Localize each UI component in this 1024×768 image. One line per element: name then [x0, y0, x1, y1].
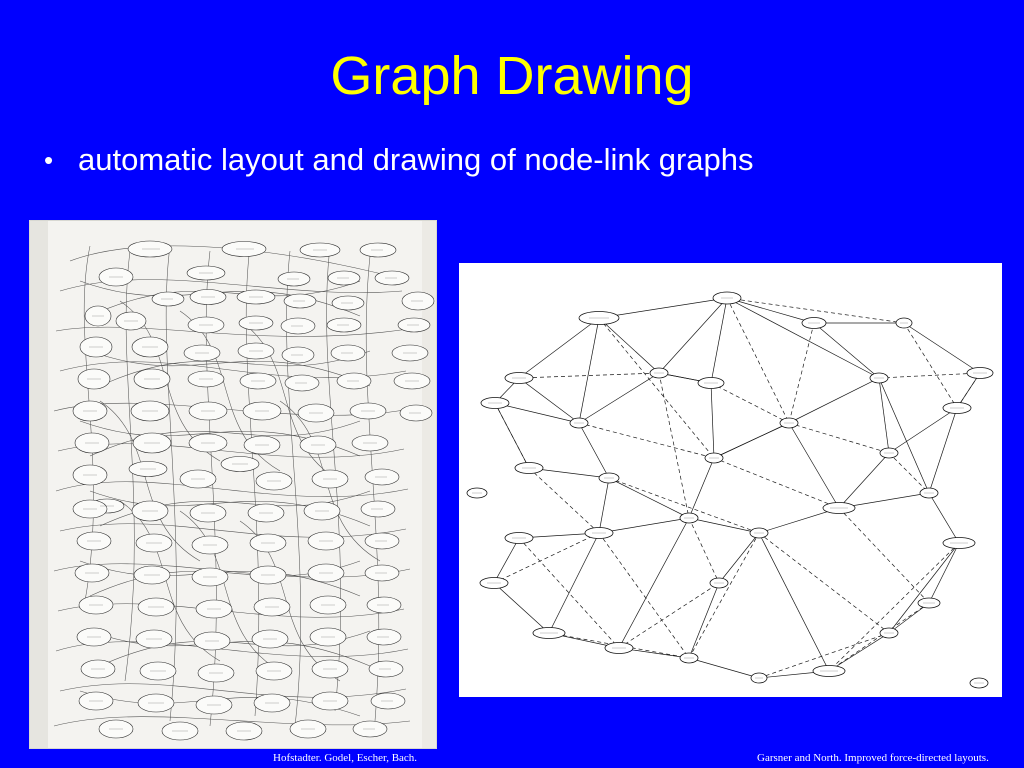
bullet-marker: • [44, 145, 54, 175]
right-figure-caption: Garsner and North. Improved force-directed layouts. [757, 752, 989, 764]
page-title: Graph Drawing [330, 46, 694, 106]
bullet-item [44, 140, 994, 180]
force-directed-layout-graph [459, 263, 1002, 697]
left-figure-caption: Hofstadter. Godel, Escher, Bach. [273, 752, 418, 764]
bullet-text: automatic layout and drawing of node-link graphs [78, 142, 754, 177]
hofstadter-concept-graph [29, 220, 437, 749]
